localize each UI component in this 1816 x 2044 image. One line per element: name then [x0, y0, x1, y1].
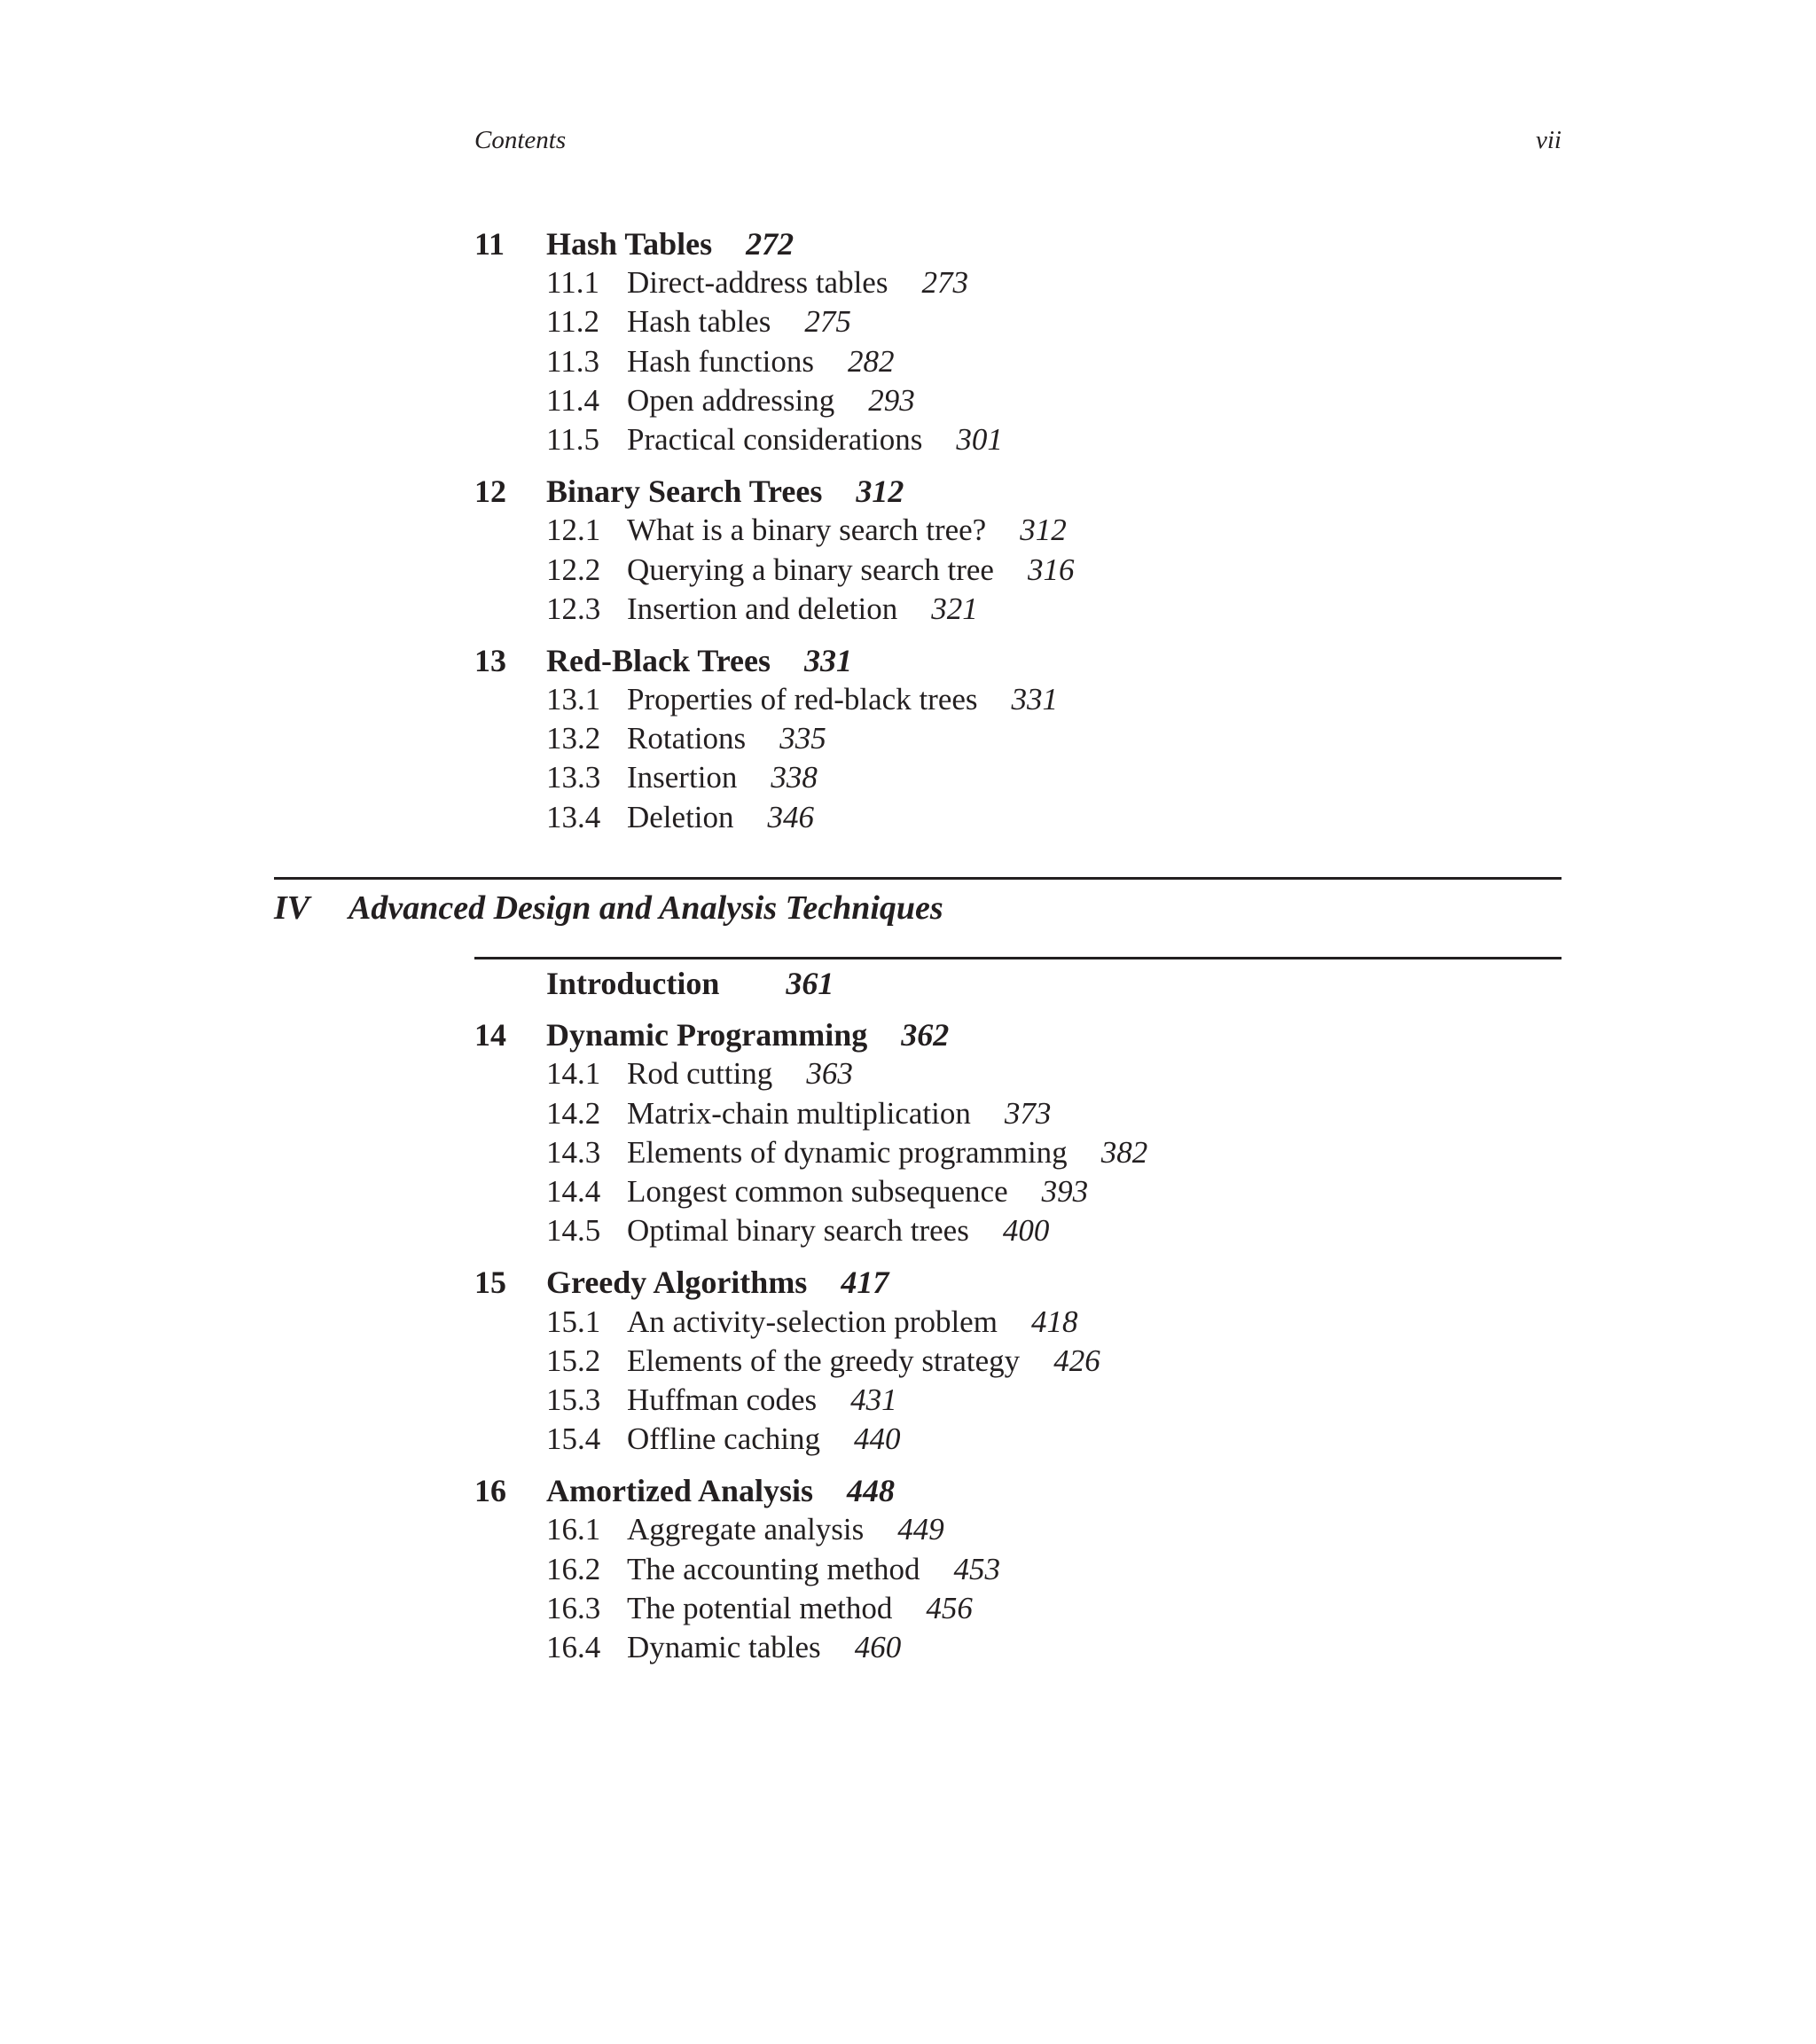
section-number: 16.4 — [546, 1630, 601, 1664]
section-number: 16.1 — [546, 1512, 601, 1547]
section-number: 15.3 — [546, 1382, 601, 1417]
section-entry[interactable] — [474, 798, 1562, 837]
section-page: 312 — [1020, 513, 1067, 548]
toc-chapter — [474, 1263, 1562, 1459]
section-page: 346 — [767, 799, 815, 834]
section-page: 331 — [1011, 682, 1059, 717]
chapter-page: 331 — [803, 642, 852, 678]
section-title: Direct-address tables — [627, 265, 888, 301]
section-page: 460 — [854, 1630, 902, 1664]
toc-chapter — [474, 224, 1562, 459]
chapter-page: 312 — [856, 474, 904, 510]
section-page: 418 — [1030, 1304, 1078, 1339]
introduction-page: 361 — [786, 966, 834, 1001]
chapter-number: 14 — [474, 1017, 506, 1053]
section-page: 382 — [1100, 1134, 1148, 1170]
chapter-page: 272 — [746, 226, 794, 262]
section-number: 12.3 — [546, 591, 601, 626]
part-rule-bottom — [474, 957, 1562, 959]
chapter-title: Hash Tables — [546, 226, 713, 262]
section-entry[interactable] — [474, 719, 1562, 758]
section-page: 338 — [771, 760, 818, 795]
section-entry[interactable] — [474, 680, 1562, 719]
toc-chapter — [474, 1015, 1562, 1250]
section-title: Dynamic tables — [627, 1630, 821, 1664]
section-page: 456 — [926, 1590, 973, 1625]
toc-chapter — [474, 641, 1562, 837]
section-entry[interactable] — [474, 590, 1562, 629]
chapter-page: 362 — [901, 1017, 950, 1053]
section-entry[interactable] — [474, 1628, 1562, 1667]
chapter-number: 13 — [474, 642, 506, 678]
part-number: IV — [274, 889, 310, 927]
section-number: 16.2 — [546, 1551, 601, 1586]
section-entry[interactable] — [474, 1094, 1562, 1133]
section-page: 453 — [953, 1551, 1000, 1586]
section-page: 426 — [1053, 1343, 1100, 1378]
section-title: Practical considerations — [627, 421, 923, 457]
chapter-title: Dynamic Programming — [546, 1017, 868, 1053]
section-title: Properties of red-black trees — [627, 682, 978, 717]
section-number: 11.3 — [546, 343, 599, 379]
section-page: 275 — [804, 304, 851, 340]
chapter-heading[interactable] — [474, 1015, 1562, 1054]
chapter-title: Binary Search Trees — [546, 474, 823, 510]
section-entry[interactable] — [474, 1381, 1562, 1420]
section-entry[interactable] — [474, 1589, 1562, 1628]
section-entry[interactable] — [474, 1303, 1562, 1342]
toc-chapters-part-iv — [474, 964, 1562, 1680]
section-entry[interactable] — [474, 1211, 1562, 1250]
chapter-heading[interactable] — [474, 1263, 1562, 1302]
section-title: Insertion and deletion — [627, 591, 898, 626]
part-rule-top — [274, 877, 1562, 880]
section-number: 15.4 — [546, 1421, 601, 1457]
section-page: 449 — [897, 1512, 944, 1547]
section-page: 273 — [921, 265, 968, 301]
chapter-title: Greedy Algorithms — [546, 1265, 808, 1301]
section-entry[interactable] — [474, 511, 1562, 550]
part-title: Advanced Design and Analysis Techniques — [348, 889, 943, 927]
section-number: 15.2 — [546, 1343, 601, 1378]
toc-chapter — [474, 472, 1562, 629]
chapter-title: Red-Black Trees — [546, 642, 771, 678]
part-heading[interactable] — [274, 885, 1562, 931]
section-number: 13.2 — [546, 721, 601, 756]
section-number: 11.2 — [546, 304, 599, 340]
section-entry[interactable] — [474, 1342, 1562, 1381]
toc-chapter — [474, 1471, 1562, 1667]
section-entry[interactable] — [474, 1510, 1562, 1549]
section-title: Rotations — [627, 721, 747, 756]
section-entry[interactable] — [474, 1550, 1562, 1589]
running-head — [474, 126, 1562, 161]
section-title: Longest common subsequence — [627, 1173, 1008, 1209]
chapter-title: Amortized Analysis — [546, 1473, 813, 1509]
section-number: 13.3 — [546, 760, 601, 795]
section-page: 400 — [1002, 1213, 1050, 1249]
section-title: Rod cutting — [627, 1056, 773, 1092]
chapter-page: 417 — [841, 1265, 889, 1301]
section-page: 373 — [1004, 1095, 1052, 1131]
section-title: Huffman codes — [627, 1382, 818, 1417]
chapter-number: 11 — [474, 226, 505, 262]
section-title: The potential method — [627, 1590, 893, 1625]
section-entry[interactable] — [474, 551, 1562, 590]
section-title: Offline caching — [627, 1421, 821, 1457]
section-entry[interactable] — [474, 263, 1562, 302]
section-number: 14.2 — [546, 1095, 601, 1131]
section-title: Optimal binary search trees — [627, 1213, 969, 1249]
section-page: 301 — [956, 421, 1003, 457]
page-number: vii — [1536, 126, 1562, 154]
introduction-title: Introduction — [546, 966, 720, 1001]
section-number: 15.1 — [546, 1304, 601, 1339]
section-entry[interactable] — [474, 302, 1562, 341]
chapter-number: 16 — [474, 1473, 506, 1509]
chapter-number: 12 — [474, 474, 506, 510]
section-entry[interactable] — [474, 1172, 1562, 1211]
section-entry[interactable] — [474, 420, 1562, 459]
section-page: 316 — [1027, 552, 1075, 587]
section-title: Hash tables — [627, 304, 771, 340]
section-number: 11.4 — [546, 382, 599, 418]
section-title: Aggregate analysis — [627, 1512, 865, 1547]
section-title: What is a binary search tree? — [627, 513, 987, 548]
section-entry[interactable] — [474, 381, 1562, 420]
section-number: 11.1 — [546, 265, 599, 301]
section-page: 431 — [850, 1382, 897, 1417]
section-number: 13.4 — [546, 799, 601, 834]
section-number: 14.1 — [546, 1056, 601, 1092]
section-number: 16.3 — [546, 1590, 601, 1625]
section-title: Hash functions — [627, 343, 814, 379]
section-page: 321 — [931, 591, 978, 626]
section-title: An activity-selection problem — [627, 1304, 998, 1339]
chapter-heading[interactable] — [474, 224, 1562, 263]
section-page: 440 — [854, 1421, 901, 1457]
section-number: 14.5 — [546, 1213, 601, 1249]
chapter-heading[interactable] — [474, 641, 1562, 680]
section-entry[interactable] — [474, 758, 1562, 797]
section-title: Open addressing — [627, 382, 835, 418]
section-page: 363 — [806, 1056, 853, 1092]
part-introduction-entry[interactable] — [474, 964, 1562, 1003]
section-title: Querying a binary search tree — [627, 552, 994, 587]
section-title: Insertion — [627, 760, 738, 795]
section-entry[interactable] — [474, 342, 1562, 381]
section-title: Deletion — [627, 799, 734, 834]
section-title: Elements of the greedy strategy — [627, 1343, 1021, 1378]
chapter-number: 15 — [474, 1265, 506, 1301]
section-title: The accounting method — [627, 1551, 920, 1586]
section-page: 293 — [868, 382, 915, 418]
section-number: 14.4 — [546, 1173, 601, 1209]
section-entry[interactable] — [474, 1133, 1562, 1172]
section-title: Elements of dynamic programming — [627, 1134, 1068, 1170]
section-number: 12.1 — [546, 513, 601, 548]
section-page: 335 — [779, 721, 826, 756]
section-number: 11.5 — [546, 421, 599, 457]
chapter-heading[interactable] — [474, 472, 1562, 511]
running-head-title: Contents — [474, 126, 567, 154]
section-number: 12.2 — [546, 552, 601, 587]
section-entry[interactable] — [474, 1420, 1562, 1459]
section-number: 14.3 — [546, 1134, 601, 1170]
section-page: 282 — [847, 343, 895, 379]
section-number: 13.1 — [546, 682, 601, 717]
toc-chapters-part-iii — [474, 224, 1562, 850]
chapter-heading[interactable] — [474, 1471, 1562, 1510]
chapter-page: 448 — [847, 1473, 895, 1509]
section-title: Matrix-chain multiplication — [627, 1095, 971, 1131]
section-entry[interactable] — [474, 1054, 1562, 1093]
section-page: 393 — [1041, 1173, 1089, 1209]
